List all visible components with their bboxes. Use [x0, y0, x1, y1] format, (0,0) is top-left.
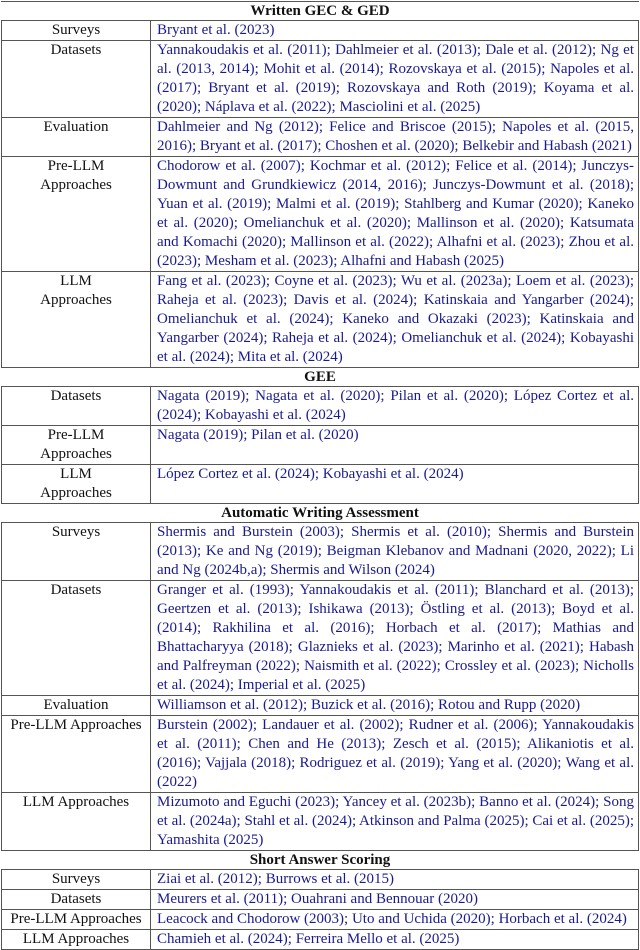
section-table-written-gec-ged	[1, 20, 639, 368]
table-row	[2, 426, 639, 465]
references-cell[interactable]: Shermis and Burstein (2003); Shermis et al. (2010); Shermis and Burstein (2013); Ke and Ng (2019); Beigman Klebanov and Madnani (2020, 2022); Li and Ng (2024b,a); Shermis and Wilson (2024)	[151, 523, 639, 581]
table-row	[2, 716, 639, 793]
category-cell: Surveys	[2, 870, 151, 890]
category-cell: Evaluation	[2, 696, 151, 716]
references-cell[interactable]: Nagata (2019); Nagata et al. (2020); Pilan et al. (2020); López Cortez et al. (2024); Kobayashi et al. (2024)	[151, 387, 639, 426]
category-cell: Surveys	[2, 21, 151, 41]
table-row	[2, 465, 639, 504]
references-cell[interactable]: Chodorow et al. (2007); Kochmar et al. (2012); Felice et al. (2014); Junczys-Dowmunt and Grundkiewicz (2014, 2016); Junczys-Dowmunt et al. (2018); Yuan et al. (2019); Malmi et al. (2019); Stahlberg and Kumar (2020); Kaneko et al. (2020); Omelianchuk et al. (2020); Mallinson et al. (2020); Katsumata and Komachi (2020); Mallinson et al. (2022); Alhafni et al. (2023); Zhou et al. (2023); Mesham et al. (2023); Alhafni and Habash (2025)	[151, 157, 639, 272]
table-row	[2, 157, 639, 272]
category-cell: LLM Approaches	[2, 272, 151, 368]
table-row	[2, 21, 639, 41]
references-cell[interactable]: Bryant et al. (2023)	[151, 21, 639, 41]
references-cell[interactable]: Ziai et al. (2012); Burrows et al. (2015)	[151, 870, 639, 890]
category-cell: Datasets	[2, 41, 151, 118]
references-cell[interactable]: Mizumoto and Eguchi (2023); Yancey et al. (2023b); Banno et al. (2024); Song et al. (2024a); Stahl et al. (2024); Atkinson and Palma (2025); Cai et al. (2025); Yamashita (2025)	[151, 793, 639, 851]
table-row	[2, 523, 639, 581]
category-cell: Surveys	[2, 523, 151, 581]
category-cell: Pre-LLM Approaches	[2, 426, 151, 465]
table-row	[2, 272, 639, 368]
references-cell[interactable]: Fang et al. (2023); Coyne et al. (2023); Wu et al. (2023a); Loem et al. (2023); Raheja et al. (2023); Davis et al. (2024); Katinskaia and Yangarber (2024); Omelianchuk et al. (2024); Kaneko and Okazaki (2023); Katinskaia and Yangarber (2024); Raheja et al. (2024); Omelianchuk et al. (2024); Kobayashi et al. (2024); Mita et al. (2024)	[151, 272, 639, 368]
category-cell: Datasets	[2, 890, 151, 910]
table-row	[2, 910, 639, 930]
category-cell: Pre-LLM Approaches	[2, 157, 151, 272]
table-row	[2, 387, 639, 426]
references-cell[interactable]: Meurers et al. (2011); Ouahrani and Bennouar (2020)	[151, 890, 639, 910]
table-row	[2, 930, 639, 950]
section-table-automatic-writing-assessment	[1, 522, 639, 851]
references-cell[interactable]: Yannakoudakis et al. (2011); Dahlmeier et al. (2013); Dale et al. (2012); Ng et al. (2013, 2014); Mohit et al. (2014); Rozovskaya et al. (2015); Napoles et al. (2017); Bryant et al. (2019); Rozovskaya and Roth (2019); Koyama et al. (2020); Náplava et al. (2022); Masciolini et al. (2025)	[151, 41, 639, 118]
table-row	[2, 890, 639, 910]
section-title-automatic-writing-assessment: Automatic Writing Assessment	[221, 505, 419, 521]
references-cell[interactable]: Dahlmeier and Ng (2012); Felice and Briscoe (2015); Napoles et al. (2015, 2016); Bryant et al. (2017); Choshen et al. (2020); Belkebir and Habash (2021)	[151, 118, 639, 157]
section-table-gee	[1, 386, 639, 504]
references-cell[interactable]: Granger et al. (1993); Yannakoudakis et al. (2011); Blanchard et al. (2013); Geertzen et al. (2013); Ishikawa (2013); Östling et al. (2013); Boyd et al. (2014); Rakhilina et al. (2016); Horbach et al. (2017); Mathias and Bhattacharyya (2018); Glaznieks et al. (2023); Marinho et al. (2021); Habash and Palfreyman (2022); Naismith et al. (2022); Crossley et al. (2023); Nicholls et al. (2024); Imperial et al. (2025)	[151, 581, 639, 696]
references-cell[interactable]: Nagata (2019); Pilan et al. (2020)	[151, 426, 639, 465]
category-cell: LLM Approaches	[2, 793, 151, 851]
category-cell: Pre-LLM Approaches	[2, 910, 151, 930]
references-cell[interactable]: Chamieh et al. (2024); Ferreira Mello et al. (2025)	[151, 930, 639, 950]
category-cell: LLM Approaches	[2, 465, 151, 504]
table-row	[2, 581, 639, 696]
table-row	[2, 870, 639, 890]
table-row	[2, 41, 639, 118]
table-row	[2, 118, 639, 157]
references-cell[interactable]: Burstein (2002); Landauer et al. (2002); Rudner et al. (2006); Yannakoudakis et al. (2011); Chen and He (2013); Zesch et al. (2015); Alikaniotis et al. (2016); Vajjala (2018); Rodriguez et al. (2019); Yang et al. (2020); Wang et al. (2022)	[151, 716, 639, 793]
references-cell[interactable]: Leacock and Chodorow (2003); Uto and Uchida (2020); Horbach et al. (2024)	[151, 910, 639, 930]
table-row	[2, 696, 639, 716]
section-title-gee: GEE	[304, 369, 336, 385]
references-cell[interactable]: López Cortez et al. (2024); Kobayashi et al. (2024)	[151, 465, 639, 504]
category-cell: Pre-LLM Approaches	[2, 716, 151, 793]
category-cell: Datasets	[2, 387, 151, 426]
references-cell[interactable]: Williamson et al. (2012); Buzick et al. (2016); Rotou and Rupp (2020)	[151, 696, 639, 716]
category-cell: Evaluation	[2, 118, 151, 157]
category-cell: LLM Approaches	[2, 930, 151, 950]
table-row	[2, 793, 639, 851]
category-cell: Datasets	[2, 581, 151, 696]
section-table-short-answer-scoring	[1, 869, 639, 950]
section-title-short-answer-scoring: Short Answer Scoring	[249, 852, 391, 868]
section-title-written-gec-ged: Written GEC & GED	[1, 1, 639, 20]
